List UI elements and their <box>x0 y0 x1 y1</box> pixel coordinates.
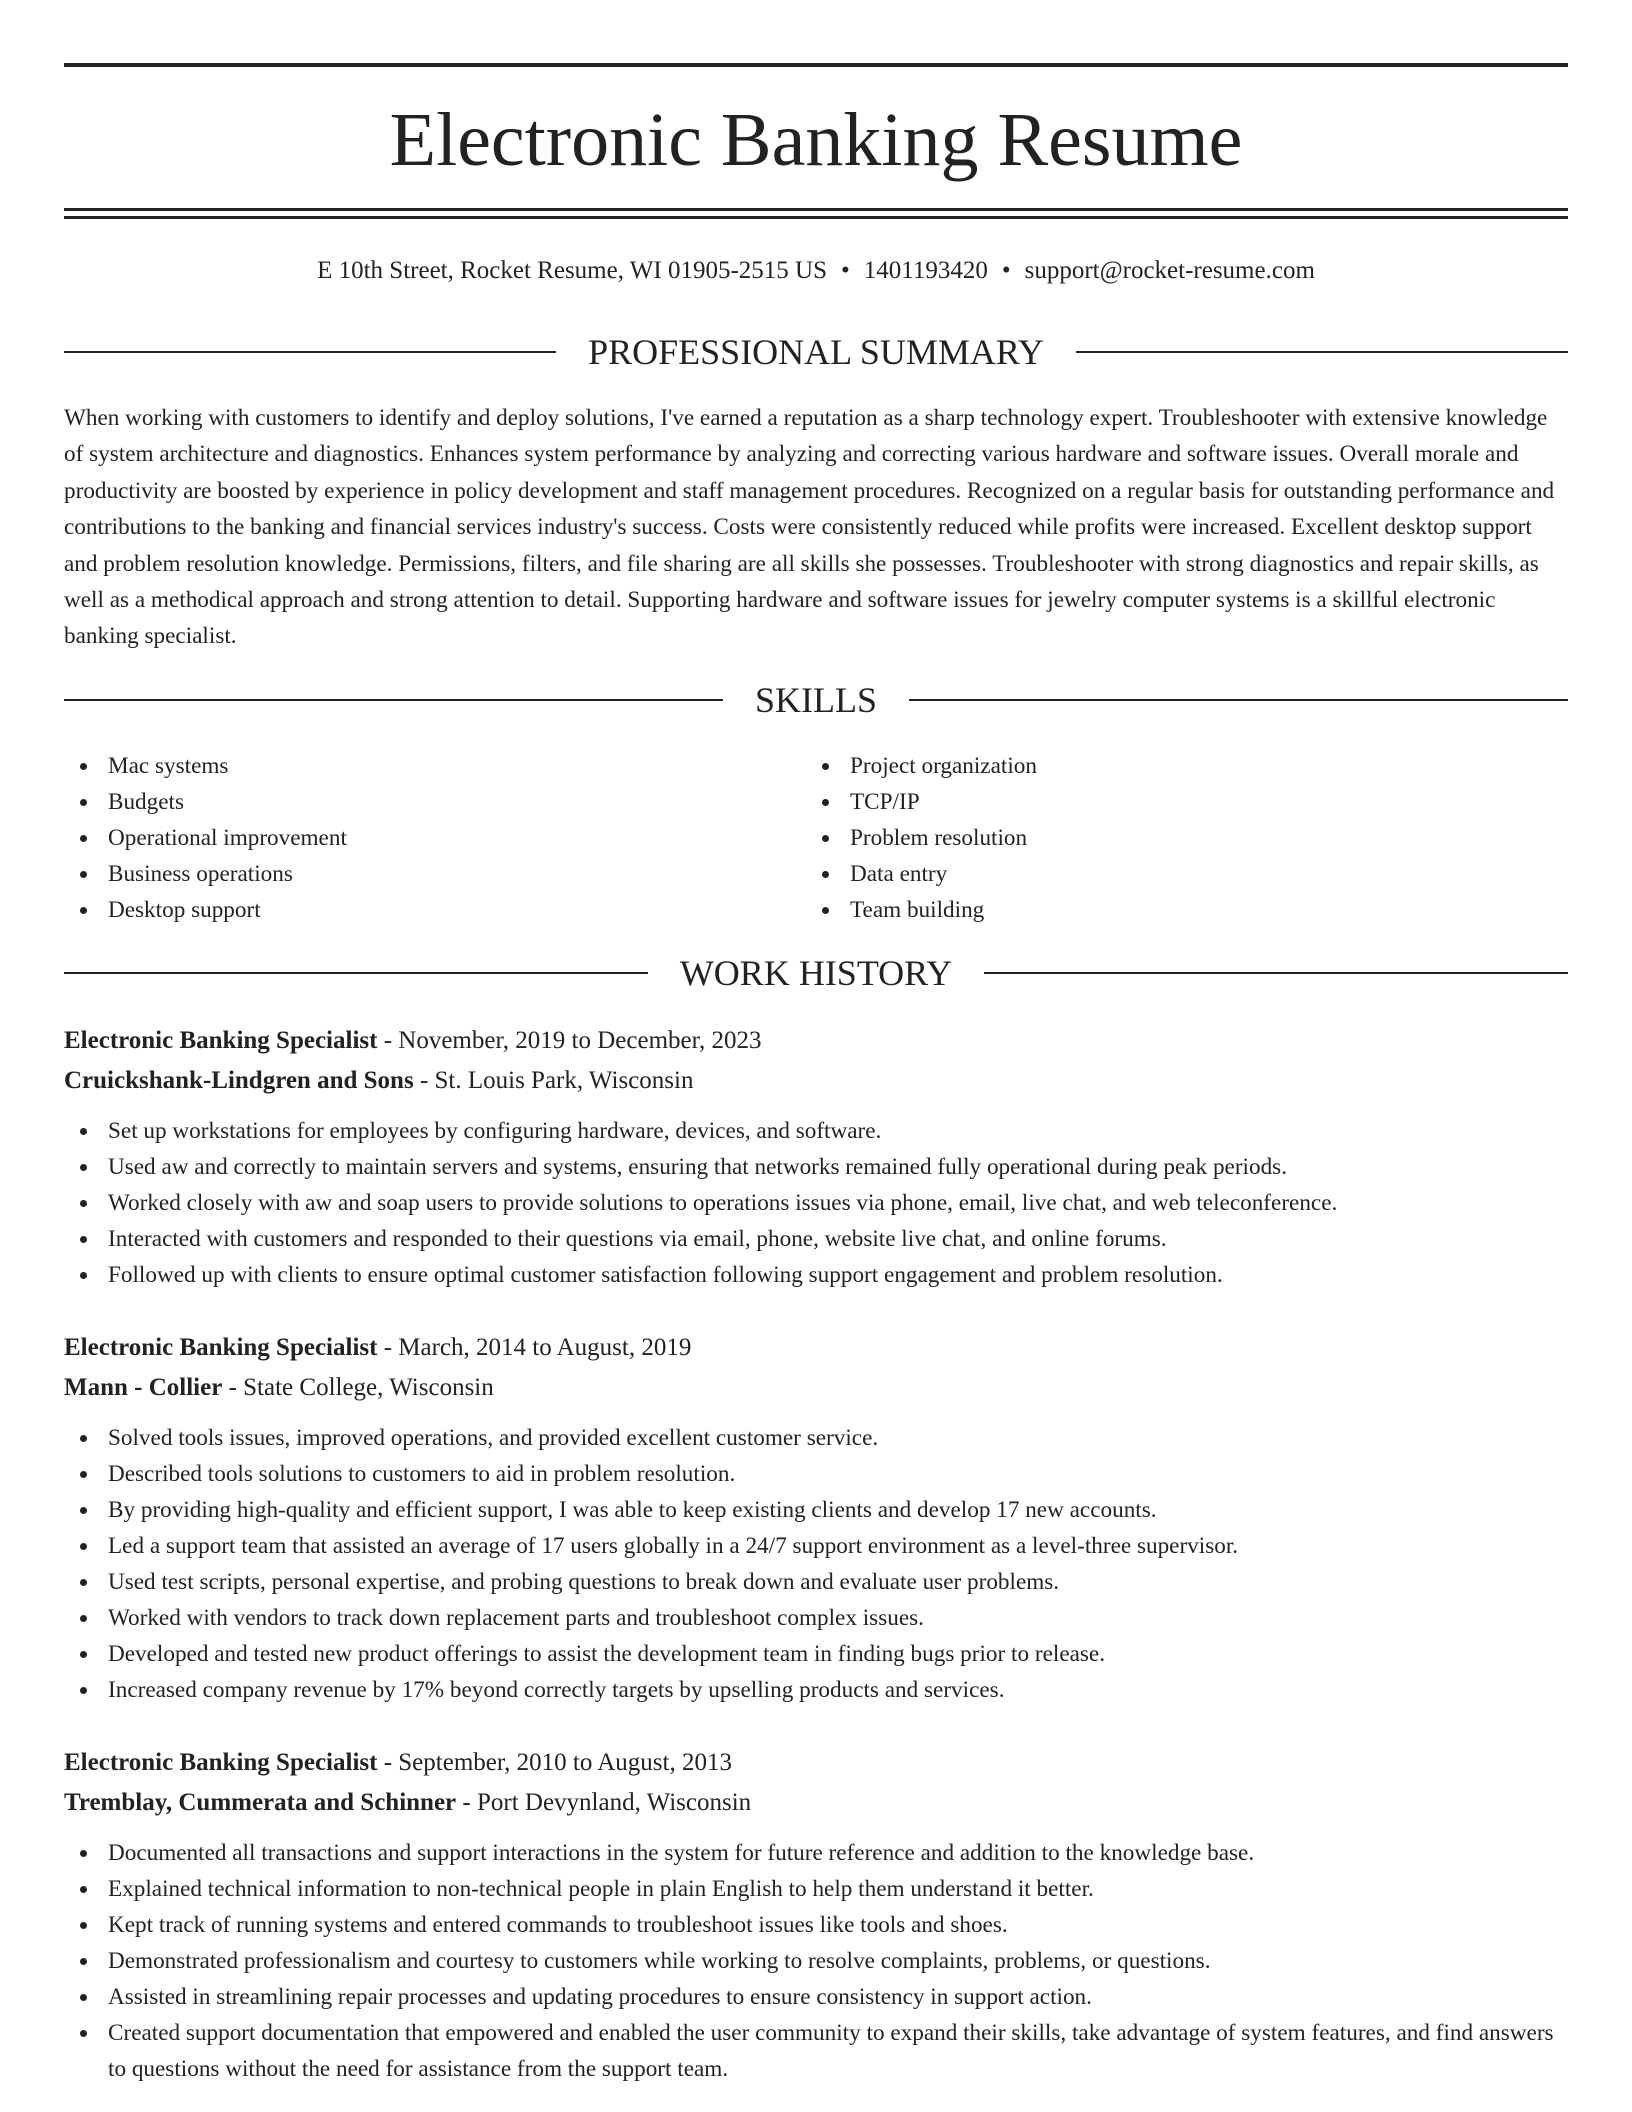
job-duty: Solved tools issues, improved operations, and provided excellent customer service. <box>64 1420 1568 1456</box>
title-double-rule-lower <box>64 216 1568 219</box>
section-title-summary: PROFESSIONAL SUMMARY <box>588 332 1044 372</box>
section-rule-left <box>64 972 648 974</box>
skill-item: Problem resolution <box>806 820 1548 856</box>
skills-section-header <box>64 678 1568 722</box>
contact-separator: • <box>840 257 850 284</box>
job-entry <box>64 1328 1568 1708</box>
section-rule-right <box>984 972 1568 974</box>
contact-phone: 1401193420 <box>863 257 988 284</box>
skill-item: Mac systems <box>64 748 806 784</box>
section-title-work-history: WORK HISTORY <box>679 953 953 993</box>
job-dates: - March, 2014 to August, 2019 <box>377 1334 692 1361</box>
job-duty: Explained technical information to non-technical people in plain English to help them understand it better. <box>64 1871 1568 1907</box>
top-rule <box>64 63 1568 67</box>
job-company: Cruickshank-Lindgren and Sons <box>64 1067 414 1094</box>
work-history-section-header <box>64 951 1568 995</box>
section-rule-right <box>909 699 1568 701</box>
title-double-rule-upper <box>64 208 1568 211</box>
skill-item: TCP/IP <box>806 784 1548 820</box>
contact-address: E 10th Street, Rocket Resume, WI 01905-2515 US <box>317 257 827 284</box>
job-duty: Worked closely with aw and soap users to provide solutions to operations issues via phone, email, live chat, and web teleconference. <box>64 1185 1568 1221</box>
job-duty: Described tools solutions to customers to aid in problem resolution. <box>64 1456 1568 1492</box>
skill-item: Budgets <box>64 784 806 820</box>
job-company-line <box>64 1368 1568 1408</box>
job-company-line <box>64 1783 1568 1823</box>
job-title-line <box>64 1743 1568 1783</box>
job-duty: Documented all transactions and support interactions in the system for future reference and addition to the knowledge base. <box>64 1835 1568 1871</box>
job-duty: Interacted with customers and responded to their questions via email, phone, website live chat, and online forums. <box>64 1221 1568 1257</box>
job-dates: - November, 2019 to December, 2023 <box>377 1027 762 1054</box>
job-duties <box>64 1420 1568 1708</box>
job-duty: Created support documentation that empowered and enabled the user community to expand their skills, take advantage of system features, and find answers to questions without the need for assistance from the support team. <box>64 2015 1568 2087</box>
job-duty: Used aw and correctly to maintain servers and systems, ensuring that networks remained fully operational during peak periods. <box>64 1149 1568 1185</box>
contact-email: support@rocket-resume.com <box>1024 257 1315 284</box>
skills-list <box>64 748 1568 928</box>
skills-column-left <box>64 748 806 928</box>
job-location: - State College, Wisconsin <box>222 1374 494 1401</box>
contact-line <box>64 254 1568 288</box>
skill-item: Data entry <box>806 856 1548 892</box>
skill-item: Business operations <box>64 856 806 892</box>
skill-item: Project organization <box>806 748 1548 784</box>
job-duty: Assisted in streamlining repair processes and updating procedures to ensure consistency in support action. <box>64 1979 1568 2015</box>
section-rule-right <box>1076 351 1568 353</box>
job-location: - St. Louis Park, Wisconsin <box>413 1067 694 1094</box>
job-location: - Port Devynland, Wisconsin <box>456 1789 752 1816</box>
job-company: Tremblay, Cummerata and Schinner <box>64 1789 457 1816</box>
job-title: Electronic Banking Specialist <box>64 1027 378 1054</box>
section-title-skills: SKILLS <box>755 680 878 720</box>
skill-item: Desktop support <box>64 892 806 928</box>
skill-item: Operational improvement <box>64 820 806 856</box>
job-title: Electronic Banking Specialist <box>64 1334 378 1361</box>
job-duty: Increased company revenue by 17% beyond correctly targets by upselling products and services. <box>64 1672 1568 1708</box>
job-duty: Kept track of running systems and entered commands to troubleshoot issues like tools and shoes. <box>64 1907 1568 1943</box>
contact-separator: • <box>1001 257 1011 284</box>
job-duty: Led a support team that assisted an average of 17 users globally in a 24/7 support environment as a level-three supervisor. <box>64 1528 1568 1564</box>
job-duty: Used test scripts, personal expertise, and probing questions to break down and evaluate user problems. <box>64 1564 1568 1600</box>
job-entry <box>64 1743 1568 2087</box>
skill-item: Team building <box>806 892 1548 928</box>
job-duty: Developed and tested new product offerings to assist the development team in finding bugs prior to release. <box>64 1636 1568 1672</box>
resume-title: Electronic Banking Resume <box>389 98 1243 182</box>
job-duty: Worked with vendors to track down replacement parts and troubleshoot complex issues. <box>64 1600 1568 1636</box>
job-title-line <box>64 1021 1568 1061</box>
job-company: Mann - Collier <box>64 1374 223 1401</box>
summary-section-header <box>64 330 1568 374</box>
job-title-line <box>64 1328 1568 1368</box>
job-dates: - September, 2010 to August, 2013 <box>377 1749 732 1776</box>
job-duties <box>64 1835 1568 2087</box>
job-duties <box>64 1113 1568 1293</box>
job-duty: Set up workstations for employees by configuring hardware, devices, and software. <box>64 1113 1568 1149</box>
job-duty: By providing high-quality and efficient support, I was able to keep existing clients and develop 17 new accounts. <box>64 1492 1568 1528</box>
section-rule-left <box>64 699 723 701</box>
professional-summary-text: When working with customers to identify and deploy solutions, I've earned a reputation as a sharp technology expert. Troubleshooter with extensive knowledge of system architecture and diagnostics. Enhances system performance by analyzing and correcting various hardware and software issues. Overall morale and productivity are boosted by experience in policy development and staff management procedures. Recognized on a regular basis for outstanding performance and contributions to the banking and financial services industry's success. Costs were consistently reduced while profits were increased. Excellent desktop support and problem resolution knowledge. Permissions, filters, and file sharing are all skills she possesses. Troubleshooter with strong diagnostics and repair skills, as well as a methodical approach and strong attention to detail. Supporting hardware and software issues for jewelry computer systems is a skillful electronic banking specialist. <box>64 405 1555 650</box>
skills-column-right <box>806 748 1548 928</box>
section-rule-left <box>64 351 556 353</box>
job-company-line <box>64 1061 1568 1101</box>
job-duty: Followed up with clients to ensure optimal customer satisfaction following support engagement and problem resolution. <box>64 1257 1568 1293</box>
job-title: Electronic Banking Specialist <box>64 1749 378 1776</box>
job-duty: Demonstrated professionalism and courtesy to customers while working to resolve complaints, problems, or questions. <box>64 1943 1568 1979</box>
job-entry <box>64 1021 1568 1293</box>
